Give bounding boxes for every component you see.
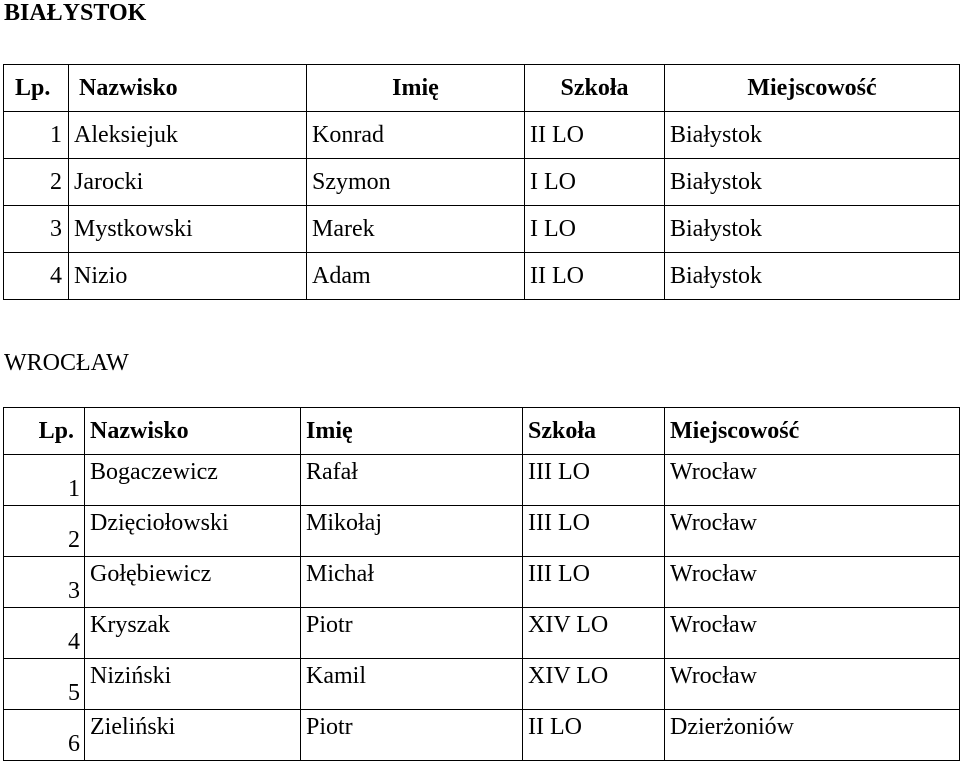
cell-lp: 3 bbox=[4, 206, 69, 253]
cell-imie: Kamil bbox=[301, 659, 523, 710]
column-header-szkola: Szkoła bbox=[523, 408, 665, 455]
cell-imie: Adam bbox=[307, 253, 525, 300]
participants-table-bialystok bbox=[3, 64, 960, 300]
cell-imie: Michał bbox=[301, 557, 523, 608]
cell-imie: Marek bbox=[307, 206, 525, 253]
table-row bbox=[4, 112, 960, 159]
table-row bbox=[4, 557, 960, 608]
cell-nazwisko: Nizio bbox=[69, 253, 307, 300]
cell-imie: Piotr bbox=[301, 608, 523, 659]
section-title-bialystok: BIAŁYSTOK bbox=[4, 0, 147, 26]
cell-szkola: I LO bbox=[525, 206, 665, 253]
cell-nazwisko: Bogaczewicz bbox=[85, 455, 301, 506]
table-row bbox=[4, 659, 960, 710]
cell-miejscowosc: Białystok bbox=[665, 112, 960, 159]
column-header-miejscowosc: Miejscowość bbox=[665, 65, 960, 112]
cell-szkola: III LO bbox=[523, 557, 665, 608]
column-header-lp: Lp. bbox=[4, 65, 69, 112]
cell-imie: Szymon bbox=[307, 159, 525, 206]
cell-lp: 5 bbox=[4, 659, 85, 710]
cell-miejscowosc: Wrocław bbox=[665, 557, 960, 608]
column-header-szkola: Szkoła bbox=[525, 65, 665, 112]
cell-lp: 4 bbox=[4, 253, 69, 300]
cell-szkola: III LO bbox=[523, 455, 665, 506]
cell-lp: 4 bbox=[4, 608, 85, 659]
cell-lp: 1 bbox=[4, 455, 85, 506]
cell-miejscowosc: Wrocław bbox=[665, 506, 960, 557]
cell-nazwisko: Dzięciołowski bbox=[85, 506, 301, 557]
cell-nazwisko: Zieliński bbox=[85, 710, 301, 761]
column-header-nazwisko: Nazwisko bbox=[69, 65, 307, 112]
cell-szkola: II LO bbox=[523, 710, 665, 761]
table-row bbox=[4, 455, 960, 506]
cell-miejscowosc: Wrocław bbox=[665, 608, 960, 659]
cell-lp: 3 bbox=[4, 557, 85, 608]
cell-miejscowosc: Wrocław bbox=[665, 455, 960, 506]
table-row bbox=[4, 206, 960, 253]
cell-szkola: II LO bbox=[525, 253, 665, 300]
table-row bbox=[4, 253, 960, 300]
cell-lp: 1 bbox=[4, 112, 69, 159]
cell-imie: Rafał bbox=[301, 455, 523, 506]
participants-table-wroclaw bbox=[3, 407, 960, 761]
cell-lp: 2 bbox=[4, 506, 85, 557]
cell-miejscowosc: Białystok bbox=[665, 159, 960, 206]
cell-nazwisko: Niziński bbox=[85, 659, 301, 710]
column-header-lp: Lp. bbox=[4, 408, 85, 455]
cell-nazwisko: Kryszak bbox=[85, 608, 301, 659]
cell-nazwisko: Aleksiejuk bbox=[69, 112, 307, 159]
cell-szkola: XIV LO bbox=[523, 608, 665, 659]
cell-miejscowosc: Wrocław bbox=[665, 659, 960, 710]
cell-nazwisko: Gołębiewicz bbox=[85, 557, 301, 608]
cell-miejscowosc: Białystok bbox=[665, 253, 960, 300]
cell-lp: 6 bbox=[4, 710, 85, 761]
cell-szkola: I LO bbox=[525, 159, 665, 206]
table-header-row bbox=[4, 408, 960, 455]
section-title-wroclaw: WROCŁAW bbox=[4, 350, 129, 376]
column-header-nazwisko: Nazwisko bbox=[85, 408, 301, 455]
cell-imie: Konrad bbox=[307, 112, 525, 159]
cell-szkola: XIV LO bbox=[523, 659, 665, 710]
cell-miejscowosc: Białystok bbox=[665, 206, 960, 253]
column-header-imie: Imię bbox=[307, 65, 525, 112]
cell-imie: Piotr bbox=[301, 710, 523, 761]
cell-nazwisko: Mystkowski bbox=[69, 206, 307, 253]
cell-lp: 2 bbox=[4, 159, 69, 206]
table-row bbox=[4, 608, 960, 659]
table-row bbox=[4, 159, 960, 206]
column-header-imie: Imię bbox=[301, 408, 523, 455]
table-row bbox=[4, 710, 960, 761]
cell-miejscowosc: Dzierżoniów bbox=[665, 710, 960, 761]
table-header-row bbox=[4, 65, 960, 112]
table-row bbox=[4, 506, 960, 557]
column-header-miejscowosc: Miejscowość bbox=[665, 408, 960, 455]
cell-szkola: III LO bbox=[523, 506, 665, 557]
cell-imie: Mikołaj bbox=[301, 506, 523, 557]
cell-szkola: II LO bbox=[525, 112, 665, 159]
cell-nazwisko: Jarocki bbox=[69, 159, 307, 206]
